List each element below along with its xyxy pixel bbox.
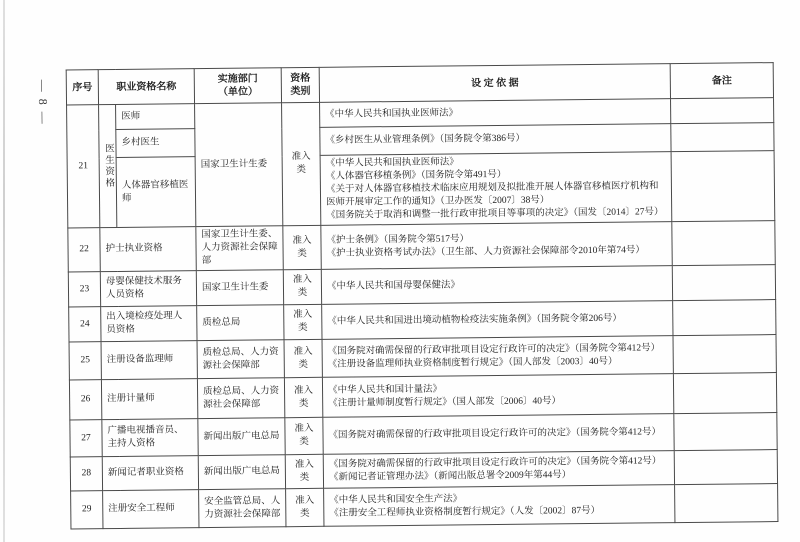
cell-basis: 《乡村医生从业管理条例》（国务院令第386号）: [320, 124, 671, 156]
cell-dept: 质检总局: [197, 305, 284, 341]
page-number: — 8 —: [36, 79, 51, 126]
cell-remark: [672, 221, 775, 266]
cell-remark: [675, 484, 778, 523]
header-name: 职业资格名称: [98, 69, 194, 105]
cell-type: 准入类: [286, 488, 324, 526]
cell-dept: 质检总局、人力资源社会保障部: [197, 378, 284, 419]
cell-basis: 《中华人民共和国母婴保健法》: [321, 266, 672, 305]
cell-type: 准入类: [284, 377, 322, 417]
cell-no: 24: [69, 307, 101, 342]
cell-basis: 《中华人民共和国计量法》 《注册计量师制度暂行规定》（国人部发〔2006〕40号）: [322, 374, 673, 418]
cell-basis: 《中华人民共和国进出境动植物检疫法实施条例》（国务院令第206号）: [322, 301, 673, 340]
cell-basis: 《中华人民共和国执业医师法》: [320, 99, 671, 128]
cell-group-label: 医生资格: [99, 104, 117, 227]
cell-name: 护士执业资格: [100, 227, 196, 272]
cell-type: 准入类: [283, 225, 321, 269]
cell-dept: 安全监管总局、人力资源社会保障部: [199, 489, 286, 528]
cell-remark: [673, 335, 776, 374]
header-no: 序号: [66, 70, 98, 105]
cell-name: 乡村医生: [116, 129, 195, 158]
cell-no: 29: [71, 491, 103, 529]
cell-remark: [671, 98, 774, 124]
cell-name: 注册设备监理师: [101, 341, 197, 380]
cell-no: 27: [70, 420, 102, 457]
cell-name: 注册计量师: [101, 379, 197, 420]
cell-remark: [674, 413, 777, 451]
table-row: [67, 151, 775, 228]
cell-basis: 《国务院对确需保留的行政审批项目设定行政许可的决定》（国务院令第412号） 《注册设备监理师执业资格制度暂行规定》（国人部发〔2003〕40号）: [322, 336, 673, 378]
cell-no: 22: [68, 228, 100, 272]
cell-dept: 新闻出版广电总局: [198, 418, 285, 456]
cell-basis: 《国务院对确需保留的行政审批项目设定行政许可的决定》（国务院令第412号）: [323, 414, 674, 455]
header-type: 资格 类别: [281, 67, 319, 102]
cell-remark: [671, 123, 774, 152]
header-basis: 设 定 依 据: [319, 64, 670, 103]
cell-name: 注册安全工程师: [103, 490, 199, 529]
cell-name: 人体器官移植医师: [116, 157, 196, 228]
header-remark: 备注: [670, 63, 773, 99]
cell-name: 医师: [116, 104, 195, 130]
cell-no: 26: [69, 380, 101, 420]
cell-name: 广播电视播音员、主持人资格: [102, 419, 198, 457]
table-row: [68, 221, 775, 272]
cell-dept: 新闻出版广电总局: [198, 455, 285, 490]
qualifications-table: [66, 62, 779, 529]
cell-remark: [672, 265, 775, 301]
cell-remark: [671, 151, 775, 222]
cell-remark: [674, 450, 777, 485]
cell-name: 母婴保健技术服务人员资格: [100, 271, 196, 307]
header-dept: 实施部门 （单位）: [194, 68, 281, 104]
cell-basis: 《国务院对确需保留的行政审批项目设定行政许可的决定》（国务院令第412号） 《新闻记者证管理办法》（新闻出版总署令2009年第44号）: [323, 451, 674, 489]
cell-name: 出入境检疫处理人员资格: [101, 306, 197, 342]
cell-type: 准入类: [284, 339, 322, 377]
cell-no: 23: [68, 272, 100, 307]
cell-dept: 质检总局、人力资源社会保障部: [197, 340, 284, 379]
cell-basis: 《护士条例》（国务院令第517号） 《护士执业资格考试办法》（卫生部、人力资源社会保障部令2010年第74号）: [321, 222, 672, 270]
cell-type: 准入类: [285, 454, 323, 488]
cell-name: 新闻记者职业资格: [102, 456, 198, 491]
cell-type: 准入类: [284, 304, 322, 339]
cell-dept: 国家卫生计生委: [195, 103, 283, 227]
cell-type: 准入类: [285, 417, 323, 454]
cell-basis: 《中华人民共和国执业医师法》 《人体器官移植条例》（国务院令第491号） 《关于对人体器官移植技术临床应用规划及拟批准开展人体器官移植医疗机构和医师开展审定工作的通知》（卫办医发〔2007〕38号） 《国务院关于取消和调整一批行政审批项目等事项的决定》（国发〔2014〕27号）: [320, 152, 672, 226]
cell-type: 准入类: [282, 102, 321, 225]
cell-basis: 《中华人民共和国安全生产法》 《注册安全工程师执业资格制度暂行规定》（人发〔2002〕87号）: [324, 485, 675, 527]
cell-no: 21: [67, 105, 100, 228]
cell-remark: [673, 300, 776, 336]
table-row: [71, 484, 778, 529]
cell-remark: [673, 373, 776, 414]
cell-dept: 国家卫生计生委、人力资源社会保障部: [196, 226, 283, 271]
cell-type: 准入类: [283, 269, 321, 304]
cell-dept: 国家卫生计生委: [196, 270, 283, 306]
cell-no: 25: [69, 342, 101, 380]
cell-no: 28: [70, 457, 102, 491]
